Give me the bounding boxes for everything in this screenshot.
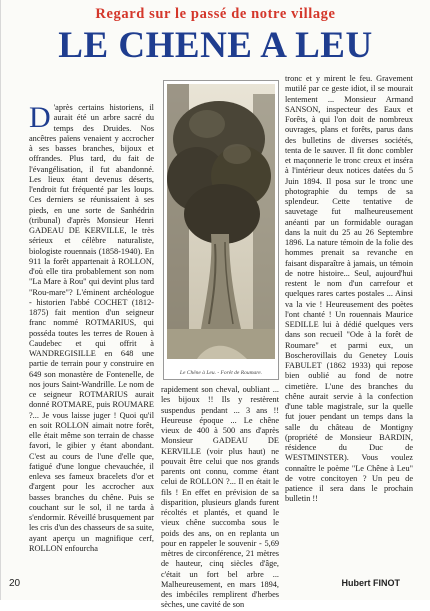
oak-tree-illustration bbox=[167, 84, 275, 359]
article-column-right bbox=[285, 74, 413, 552]
oak-photo bbox=[163, 80, 279, 380]
page-number: 20 bbox=[9, 578, 21, 589]
photo-caption: Le Chêne à Leu. - Forêt de Roumare. bbox=[179, 370, 263, 376]
kicker-heading: Regard sur le passé de notre village bbox=[95, 6, 336, 22]
page-title: LE CHENE A LEU bbox=[58, 25, 373, 66]
drop-cap: D bbox=[29, 101, 51, 134]
article-column-middle bbox=[161, 385, 279, 610]
author-signature: Hubert FINOT bbox=[341, 578, 400, 588]
article-text-middle: rapidement son cheval, oubliant ... les bijoux !! Ils y restèrent suspendus pendant ... 3 ans !! Heureuse époque ... Le chêne vieux de 400 à 500 ans d'après Monsieur GADEAU DE KERVILLE (voir plus haut) ne pouvait être celui que nos grands parents ont connu, comme étant celui de ROLLON ?... Il en était le fils ! En effet en prévision de sa disparition, plusieurs glands furent récoltés et plantés, et quand le vieux chêne succomba sous le poids des ans, on en replanta un pour en rappeler le souvenir - 5,69 mètres de circonférence, 21 mètres de hauteur, cinq siècles d'âge, c'était un fort bel arbre ... Malheureusement, en mars 1894, des imbéciles remplirent d'herbes sèches, une cavité de son bbox=[161, 385, 279, 610]
article-column-left bbox=[29, 101, 154, 553]
article-text-right: tronc et y mirent le feu. Gravement mutilé par ce geste idiot, il se mourait lentement ... Monsieur Armand SANSON, inspecteur des Eaux et Forêts, à qui l'on doit de nombreux ouvrages, plans et forêts, parus dans des bulletins de diverses sociétés, tenta de le sauver. Il fit donc combler et maçonnerie le tronc creux et inséra à l'intérieur deux notices datées du 5 Juin 1894. Il posa sur le tronc une photographie du temps de sa splendeur. Cette tentative de sauvetage fut malheureusement anéanti par un formidable ouragan dans la nuit du 25 au 26 Septembre 1896. La nature témoin de la folie des hommes prenait sa revanche en faisant disparaître à jamais, un témoin de notre histoire... Seul, aujourd'hui restent le nom d'un carrefour et quelques rares cartes postales ... Ainsi va la vie ! Heureusement des poètes l'ont chanté ! Un rouennais Maurice SEDILLE lui à dédié quelques vers dans son recueil "Ode à la forêt de Roumare" et parmi eux, un Boscherovillais du Genetey Louis FABULET (1862 1933) qui repose bien oublié au fond de notre cimetière. L'une des branches du chêne aurait servie à la confection d'une table magistrale, sur la quelle fut jouer pendant un temps dans la salle du château de Montigny (propriété de Monsieur BARDIN, résidence du Duc de WESTMINSTER). Vous voulez connaître le poème "Le Chêne à Leu" de votre concitoyen ? Un peu de patience il sera dans le prochain bulletin !! bbox=[285, 74, 413, 504]
article-text-left: 'après certains historiens, il aurait été un arbre sacré du temps des Druides. Nos ancêtres païens venaient y accrocher à ses basses branches, bijoux et offrandes. Plus tard, du fait de l'évangélisation, il fut abandonné. Les lieux étant devenus déserts, l'endroit fut fréquenté par les loups. Ces derniers se réunissaient à ses pieds, en une sorte de Sanhédrin (tribunal) d'après Monsieur Henri GADEAU DE KERVILLE, le très sérieux et célèbre naturaliste, biologiste rouennais (1858-1940). En 911 la forêt appartenait à ROLLON, d'où elle tira probablement son nom "La Mare à Rou" qui devint plus tard "Rou-mare"? L'éminent archéologue - historien l'abbé COCHET (1812-1875) fait mention d'un seigneur franc nommé ROTMARIUS, qui posséda toutes les terres de Rouen à Caudebec et qui offrit à WANDREGISILLE en 648 une partie de terrain pour y construire en 649 son monastère de Fontenelle, de nos jours Saint-Wandrille. Le nom de ce seigneur ROTMARIUS aurait donné ROTMARE, puis ROUMARE ?... Je vous laisse juger ! Quoi qu'il en soit ROLLON aimait notre forêt, elle était même son terrain de chasse favori, le gibier y étant abondant. C'est au cours de l'une d'elle que, fatigué d'une longue chevauchée, il enleva ses fameux bracelets d'or et d'argent pour les accrocher aux basses branches du chêne. Puis se couchant sur le sol, il ne tarda à s'endormir. Réveillé brusquement par les cris d'un des chasseurs de sa suite, ayant aperçu un magnifique cerf, ROLLON enfourcha bbox=[29, 103, 154, 553]
